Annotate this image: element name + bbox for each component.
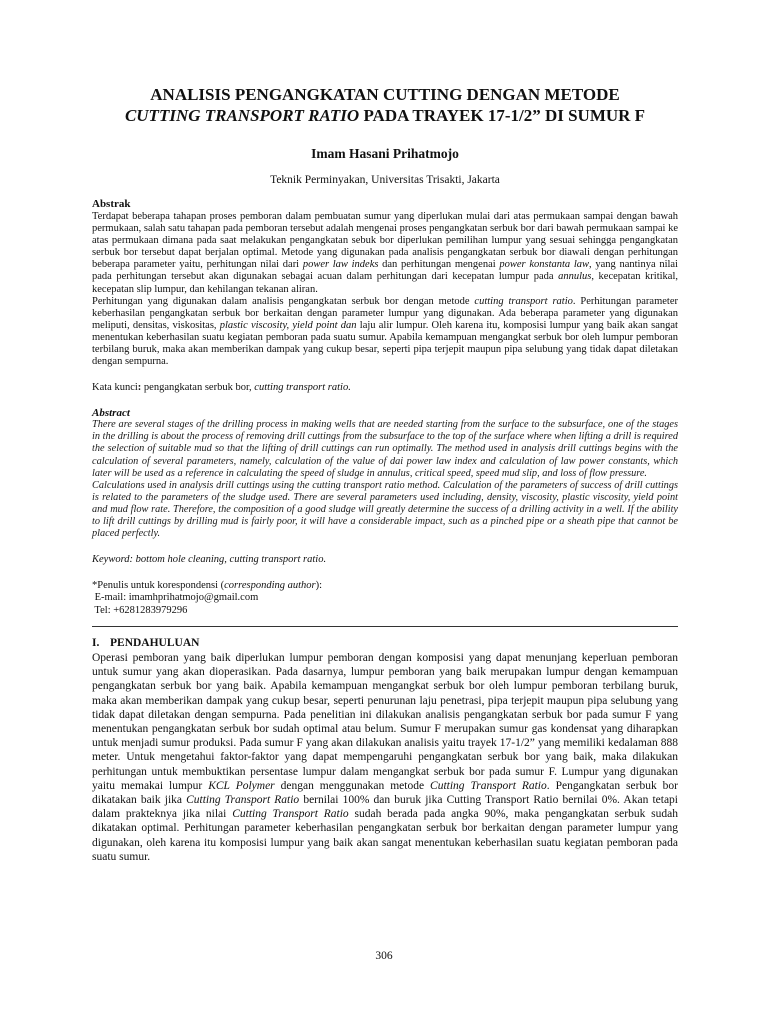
section-divider [92, 626, 678, 627]
abstrak-heading: Abstrak [92, 198, 131, 210]
author-name: Imam Hasani Prihatmojo [311, 146, 459, 161]
abstrak-paragraph-2: Perhitungan yang digunakan dalam analisis pengangkatan serbuk bor dengan metode cutting transport ratio. Perhitungan parameter keberhasilan pengangkatan serbuk bor berkaitan dengan parameter lumpur yang digunakan. Ada beberapa parameter yang digunakan meliputi, densitas, viskositas, plastic viscosity, yield point dan laju alir lumpur. Oleh karena itu, komposisi lumpur yang baik akan sangat menentukan keberhasilan suatu kegiatan pemboran pada suatu sumur. Apabila kemampuan mengangkat serbuk bor oleh lumpur pemboran terbilang buruk, maka akan memberikan dampak yang cukup besar, seperti pipa terjepit maupun pipa selubung yang tidak dapat diletakan dengan sempurna. [92, 295, 678, 368]
abstract-paragraph-2: Calculations used in analysis drill cuttings using the cutting transport ratio method. Calculation of the parameters of success of drill cuttings is related to the parameters of the sludge used. There are several parameters used including, density, viscosity, plastic viscosity, yield point and mud flow rate. Therefore, the composition of a good sludge will greatly determine the success of a drilling activity in a well. If the ability to lift drill cuttings by drilling mud is fairly poor, it will have a considerable impact, such as a pinched pipe or a sheath pipe that cannot be placed perfectly. [92, 479, 678, 540]
english-abstract [92, 407, 678, 540]
correspondence-phone: Tel: +6281283979296 [92, 604, 188, 616]
section-number: I. [92, 637, 100, 650]
correspondence-line: *Penulis untuk korespondensi (corresponding author): [92, 580, 323, 592]
page-number: 306 [375, 950, 393, 962]
title-line-1: ANALISIS PENGANGKATAN CUTTING DENGAN METODE [150, 85, 620, 104]
english-keywords: Keyword: bottom hole cleaning, cutting transport ratio. [92, 554, 327, 566]
abstrak-paragraph-1: Terdapat beberapa tahapan proses pemboran dalam pembuatan sumur yang diperlukan mulai dari atas permukaan sampai dengan bawah permukaan, salah satu tahapan pada pemboran tersebut adalah mengenai proses pengangkatan serbuk bor dari bawah permukaan sampai ke atas permukaan dimana pada saat melakukan pengangkatan sebuk bor diperlukan pemilihan lumpur yang sesuai sehingga pengangkatan serbuk bor tersebut dapat berjalan optimal. Metode yang digunakan pada analisis pengangkatan serbuk bor diawali dengan perhitungan beberapa parameter yaitu, perhitungan nilai dari power law indeks dan perhitungan mengenai power konstanta law, yang nantinya nilai pada perhitungan tersebut akan digunakan sebagai acuan dalam perhitungan dari kecepatan lumpur pada annulus, kecepatan kritikal, kecepatan slip lumpur, dan kehilangan tekanan aliran. [92, 211, 678, 295]
kata-kunci: Kata kunci: pengangkatan serbuk bor, cutting transport ratio. [92, 382, 351, 394]
section-heading [92, 637, 678, 650]
introduction-paragraph: Operasi pemboran yang baik diperlukan lumpur pemboran dengan komposisi yang dapat menunjang keperluan pemboran untuk sumur yang akan dioperasikan. Pada dasarnya, lumpur pemboran yang baik merupakan lumpur dengan kemampuan pengangkatan serbuk bor yang baik. Apabila kemampuan mengangkat serbuk bor oleh lumpur pemboran terbilang buruk, maka akan memberikan dampak yang cukup besar, seperti penurunan laju penetrasi, pipa terjepit maupun pipa selubung yang tidak dapat diletakan dengan sempurna. Pada penelitian ini dilakukan analisis pengangkatan serbuk bor pada sumur F yang menentukan pengangkatan serbuk bor sudah optimal atau belum. Sumur F merupakan sumur gas kondensat yang diharapkan untuk menjadi sumur produksi. Pada sumur F yang akan dilakukan analisis yaitu trayek 17-1/2” yang memiliki kedalaman 888 meter. Untuk mengetahui faktor-faktor yang dapat mempengaruhi pengangkatan serbuk bor yang baik, maka dilakukan perhitungan untuk membuktikan persentase lumpur dalam mengangkat serbuk bor pada sumur F. Lumpur yang digunakan yaitu memakai lumpur KCL Polymer dengan menggunakan metode Cutting Transport Ratio. Pengangkatan serbuk bor dikatakan baik jika Cutting Transport Ratio bernilai 100% dan buruk jika Cutting Transport Ratio bernilai 0%. Akan tetapi dalam prakteknya jika nilai Cutting Transport Ratio sudah berada pada angka 90%, maka pengangkatan serbuk sudah dikatakan optimal. Perhitungan parameter keberhasilan pengangkatan serbuk bor berkaitan dengan parameter lumpur yang digunakan, oleh karena itu komposisi lumpur yang baik akan sangat menentukan keberhasilan suatu kegiatan pemboran pada suatu sumur. [92, 652, 678, 863]
title-line-2-italic: CUTTING TRANSPORT RATIO [124, 106, 360, 125]
abstract-heading: Abstract [92, 407, 130, 420]
paper-page [92, 84, 678, 864]
correspondence-block [92, 580, 678, 617]
title-line-2-rest: PADA TRAYEK 17-1/2” DI SUMUR F [359, 106, 646, 125]
paper-title [92, 84, 678, 126]
section-title: PENDAHULUAN [110, 637, 200, 650]
author-affiliation: Teknik Perminyakan, Universitas Trisakti, Jakarta [270, 174, 500, 186]
abstract-paragraph-1: There are several stages of the drilling process in making wells that are needed starting from the surface to the subsurface, one of the stages in the drilling is about the process of removing drill cuttings from the subsurface to the top of the surface where when lifting a drill is required the selection of suitable mud so that the lifting of drill cuttings can run optimally. The method used in analysis drill cuttings begins with the calculation of several parameters, namely, calculation of the value of dai power law index and calculation of law power constants, which later will be used as a reference in calculating the speed of sludge in annulus, critical speed, speed mud slip, and loss of flow pressure. [92, 419, 678, 479]
correspondence-email: E-mail: imamhprihatmojo@gmail.com [92, 592, 259, 604]
